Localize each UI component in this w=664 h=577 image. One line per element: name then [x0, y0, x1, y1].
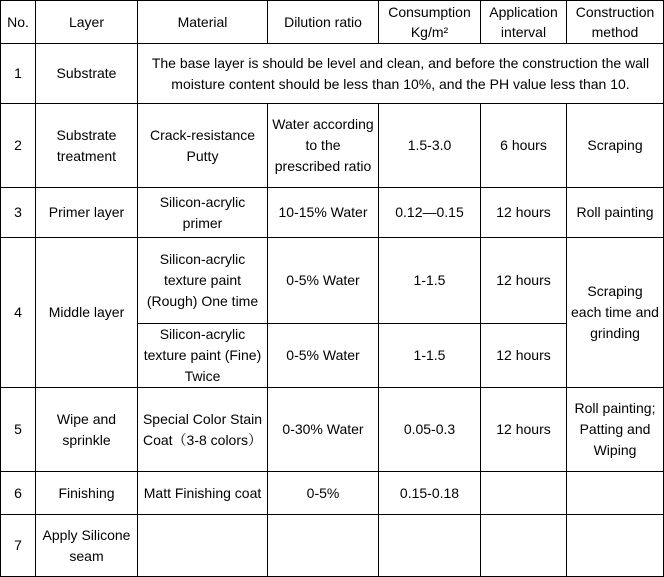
cell-layer: Apply Silicone seam	[36, 515, 138, 577]
cell-interval: 12 hours	[481, 188, 567, 238]
cell-layer: Wipe and sprinkle	[36, 388, 138, 472]
cell-dilution: 0-30% Water	[268, 388, 379, 472]
cell-method	[567, 472, 664, 515]
header-consumption: Consumption Kg/m²	[379, 1, 481, 44]
cell-no: 2	[1, 104, 36, 188]
header-row	[1, 1, 664, 44]
cell-layer: Substrate treatment	[36, 104, 138, 188]
cell-interval: 6 hours	[481, 104, 567, 188]
cell-material: Silicon-acrylic primer	[138, 188, 268, 238]
cell-consumption: 0.12—0.15	[379, 188, 481, 238]
cell-method	[567, 515, 664, 577]
cell-material: Silicon-acrylic texture paint (Fine) Twice	[138, 324, 268, 388]
cell-dilution: 10-15% Water	[268, 188, 379, 238]
cell-consumption: 1-1.5	[379, 238, 481, 324]
cell-consumption: 0.05-0.3	[379, 388, 481, 472]
header-dilution: Dilution ratio	[268, 1, 379, 44]
cell-dilution	[268, 515, 379, 577]
cell-material: Crack-resistance Putty	[138, 104, 268, 188]
cell-layer: Substrate	[36, 44, 138, 104]
cell-material: Silicon-acrylic texture paint (Rough) One time	[138, 238, 268, 324]
table-row-4a	[1, 238, 664, 324]
table-row-7	[1, 515, 664, 577]
cell-method: Scraping each time and grinding	[567, 238, 664, 388]
cell-consumption: 1.5-3.0	[379, 104, 481, 188]
cell-interval: 12 hours	[481, 324, 567, 388]
cell-no: 3	[1, 188, 36, 238]
cell-method: Roll painting; Patting and Wiping	[567, 388, 664, 472]
cell-no: 6	[1, 472, 36, 515]
cell-interval: 12 hours	[481, 388, 567, 472]
cell-material: Special Color Stain Coat（3-8 colors）	[138, 388, 268, 472]
cell-method: Roll painting	[567, 188, 664, 238]
cell-material: Matt Finishing coat	[138, 472, 268, 515]
table-row-3	[1, 188, 664, 238]
cell-interval	[481, 472, 567, 515]
cell-method: Scraping	[567, 104, 664, 188]
header-method: Construction method	[567, 1, 664, 44]
cell-no: 4	[1, 238, 36, 388]
table-row-2	[1, 104, 664, 188]
cell-interval	[481, 515, 567, 577]
substrate-note: The base layer is should be level and clean, and before the construction the wall moisture content should be less than 10%, and the PH value less than 10.	[138, 44, 664, 104]
cell-consumption: 1-1.5	[379, 324, 481, 388]
cell-no: 5	[1, 388, 36, 472]
table-row-1	[1, 44, 664, 104]
table-row-5	[1, 388, 664, 472]
cell-dilution: Water according to the prescribed ratio	[268, 104, 379, 188]
cell-no: 1	[1, 44, 36, 104]
cell-dilution: 0-5%	[268, 472, 379, 515]
cell-layer: Middle layer	[36, 238, 138, 388]
cell-interval: 12 hours	[481, 238, 567, 324]
cell-dilution: 0-5% Water	[268, 324, 379, 388]
header-layer: Layer	[36, 1, 138, 44]
header-interval: Application interval	[481, 1, 567, 44]
cell-material	[138, 515, 268, 577]
table-row-6	[1, 472, 664, 515]
cell-layer: Primer layer	[36, 188, 138, 238]
cell-consumption	[379, 515, 481, 577]
cell-no: 7	[1, 515, 36, 577]
header-no: No.	[1, 1, 36, 44]
cell-consumption: 0.15-0.18	[379, 472, 481, 515]
header-material: Material	[138, 1, 268, 44]
cell-dilution: 0-5% Water	[268, 238, 379, 324]
cell-layer: Finishing	[36, 472, 138, 515]
